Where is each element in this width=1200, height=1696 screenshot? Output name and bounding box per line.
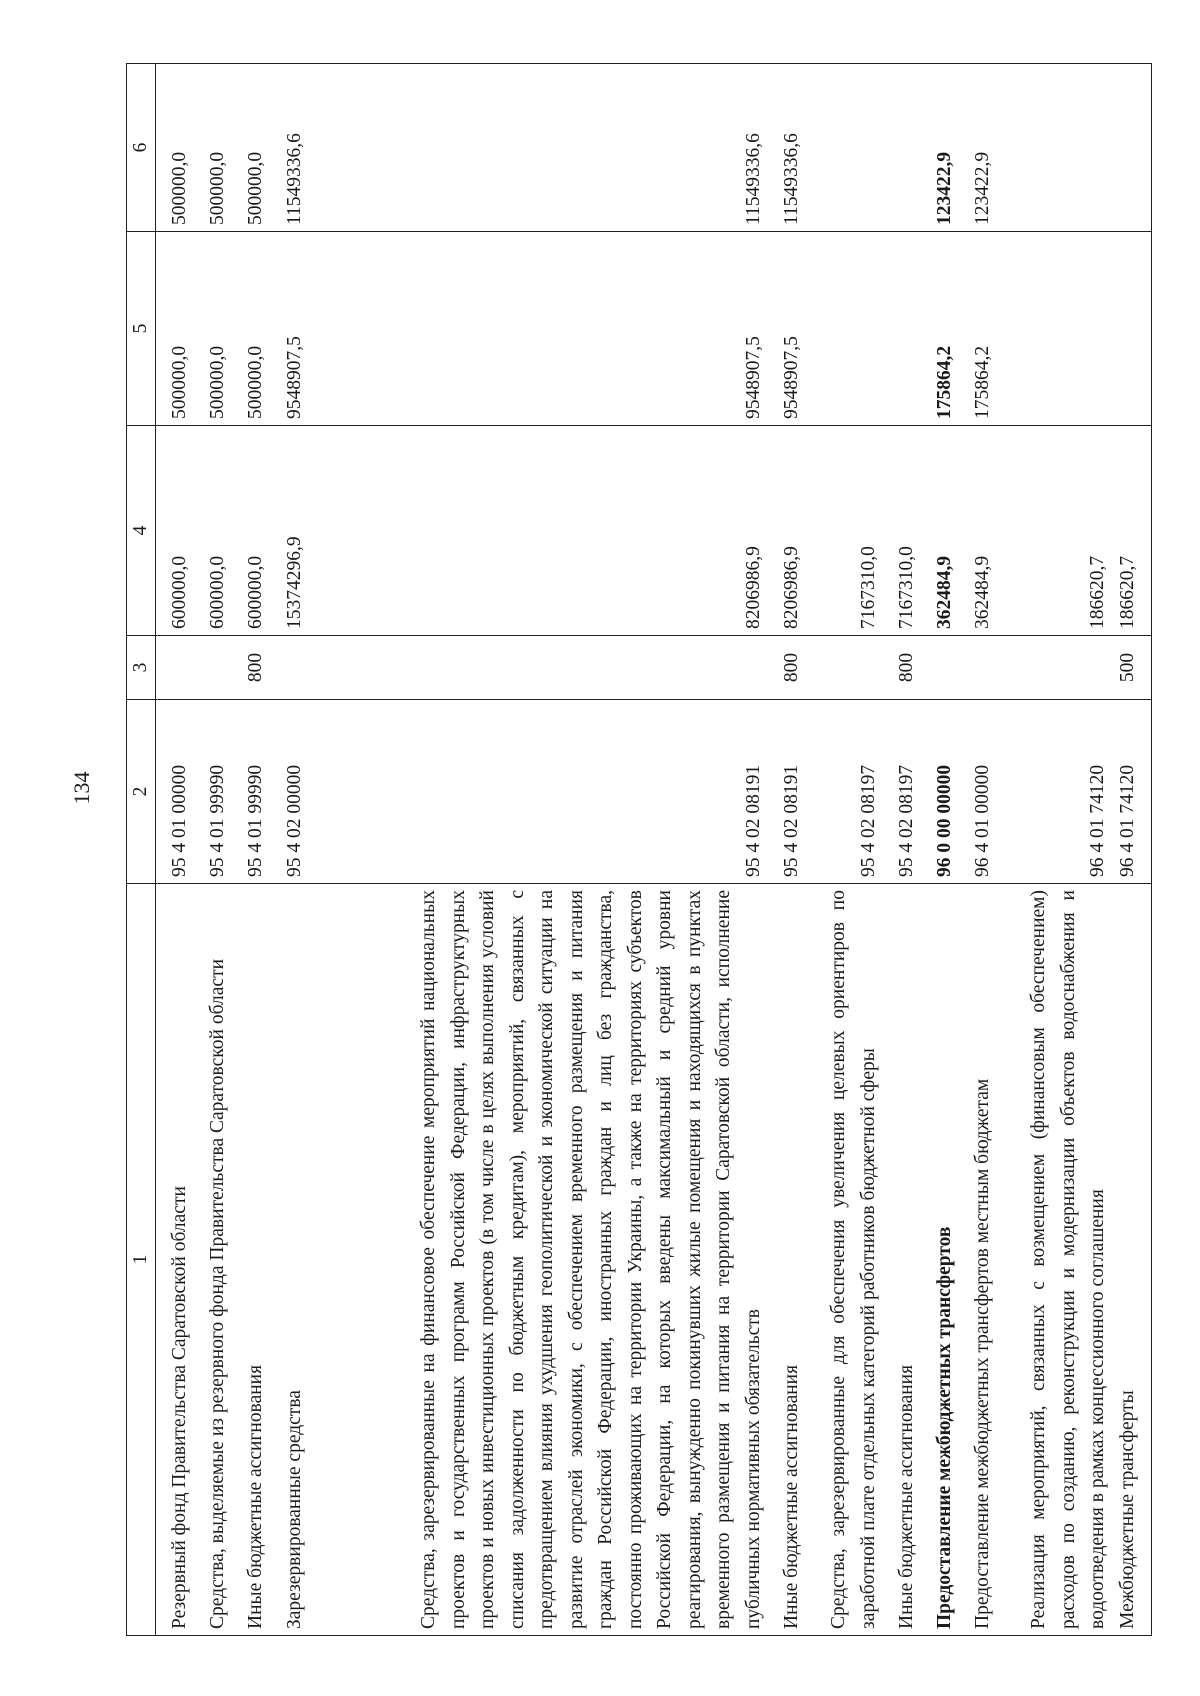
- row-value-cell-5: [883, 232, 921, 426]
- row-code-cell: 96 4 01 74120: [998, 700, 1113, 884]
- table-body: [156, 64, 1152, 1636]
- row-value-cell-6: [883, 64, 921, 232]
- row-value-cell-4: 7167310,0: [807, 426, 884, 636]
- row-type-cell: 800: [233, 636, 271, 700]
- row-value-cell-6: 11549336,6: [309, 64, 768, 232]
- row-name-cell: Реализация мероприятий, связанных с возмещением (финансовым обеспечением) расходов по созданию, реконструкции и модернизации объектов водоснабжения и водоотведения в рамках концессионного соглашения: [998, 884, 1113, 1636]
- table-row: [921, 64, 959, 1636]
- row-type-cell: [960, 636, 998, 700]
- row-code-cell: 95 4 02 08197: [883, 700, 921, 884]
- row-code-cell: 96 4 01 74120: [1113, 700, 1151, 884]
- row-code-cell: 95 4 02 08191: [768, 700, 806, 884]
- row-type-cell: [156, 636, 195, 700]
- row-value-cell-6: 11549336,6: [768, 64, 806, 232]
- row-name-cell: Межбюджетные трансферты: [1113, 884, 1151, 1636]
- row-value-cell-5: 175864,2: [921, 232, 959, 426]
- row-type-cell: 500: [1113, 636, 1151, 700]
- column-header: 4: [127, 426, 156, 636]
- row-type-cell: [271, 636, 309, 700]
- budget-table: [126, 63, 1152, 1636]
- row-name-cell: Иные бюджетные ассигнования: [768, 884, 806, 1636]
- row-value-cell-5: 9548907,5: [271, 232, 309, 426]
- row-value-cell-6: 500000,0: [233, 64, 271, 232]
- row-value-cell-4: 362484,9: [921, 426, 959, 636]
- column-header: 3: [127, 636, 156, 700]
- row-code-cell: 95 4 01 99990: [233, 700, 271, 884]
- row-value-cell-6: [998, 64, 1113, 232]
- row-type-cell: [998, 636, 1113, 700]
- row-value-cell-5: 500000,0: [194, 232, 232, 426]
- table-row: [1113, 64, 1151, 1636]
- row-code-cell: 95 4 02 08191: [309, 700, 768, 884]
- row-code-cell: 95 4 01 99990: [194, 700, 232, 884]
- row-name-cell: Средства, зарезервированные на финансовое обеспечение мероприятий национальных проектов и государственных программ Российской Федерации, инфраструктурных проектов и новых инвестиционных проектов (в том числе в целях выполнения условий списания задолженности по бюджетным кредитам), мероприятий, связанных с предотвращением влияния ухудшения геополитической и экономической ситуации на развитие отраслей экономики, с обеспечением временного размещения и питания граждан Российской Федерации, иностранных граждан и лиц без гражданства, постоянно проживающих на территории Украины, а также на территориях субъектов Российской Федерации, на которых введены максимальный и средний уровни реагирования, вынужденно покинувших жилые помещения и находящихся в пунктах временного размещения и питания на территории Саратовской области, исполнение публичных нормативных обязательств: [309, 884, 768, 1636]
- row-type-cell: 800: [883, 636, 921, 700]
- row-value-cell-5: [1113, 232, 1151, 426]
- row-name-cell: Иные бюджетные ассигнования: [233, 884, 271, 1636]
- row-type-cell: 800: [768, 636, 806, 700]
- row-name-cell: Резервный фонд Правительства Саратовской области: [156, 884, 195, 1636]
- row-code-cell: 95 4 01 00000: [156, 700, 195, 884]
- table-row: [807, 64, 884, 1636]
- row-value-cell-4: 600000,0: [194, 426, 232, 636]
- table-row: [309, 64, 768, 1636]
- row-value-cell-6: 123422,9: [921, 64, 959, 232]
- table-row: [233, 64, 271, 1636]
- table-row: [998, 64, 1113, 1636]
- table-row: [768, 64, 806, 1636]
- row-name-cell: Средства, зарезервированные для обеспечения увеличения целевых ориентиров по заработной плате отдельных категорий работников бюджетной сферы: [807, 884, 884, 1636]
- row-code-cell: 95 4 02 00000: [271, 700, 309, 884]
- row-name-cell: Зарезервированные средства: [271, 884, 309, 1636]
- row-value-cell-6: 500000,0: [156, 64, 195, 232]
- row-name-cell: Предоставление межбюджетных трансфертов: [921, 884, 959, 1636]
- budget-sheet: [126, 64, 1152, 1636]
- row-code-cell: 96 0 00 00000: [921, 700, 959, 884]
- column-header: 1: [127, 884, 156, 1636]
- table-row: [156, 64, 195, 1636]
- table-row: [883, 64, 921, 1636]
- row-value-cell-4: 362484,9: [960, 426, 998, 636]
- row-value-cell-4: 8206986,9: [768, 426, 806, 636]
- row-value-cell-4: 7167310,0: [883, 426, 921, 636]
- row-value-cell-5: [807, 232, 884, 426]
- row-code-cell: 96 4 01 00000: [960, 700, 998, 884]
- table-row: [194, 64, 232, 1636]
- row-value-cell-4: 8206986,9: [309, 426, 768, 636]
- table-row: [271, 64, 309, 1636]
- page-number: 134: [69, 771, 94, 805]
- row-value-cell-6: 123422,9: [960, 64, 998, 232]
- row-name-cell: Средства, выделяемые из резервного фонда Правительства Саратовской области: [194, 884, 232, 1636]
- row-value-cell-4: 15374296,9: [271, 426, 309, 636]
- row-value-cell-4: 186620,7: [1113, 426, 1151, 636]
- column-header: 6: [127, 64, 156, 232]
- row-name-cell: Иные бюджетные ассигнования: [883, 884, 921, 1636]
- table-row: [960, 64, 998, 1636]
- row-name-cell: Предоставление межбюджетных трансфертов местным бюджетам: [960, 884, 998, 1636]
- row-value-cell-5: [998, 232, 1113, 426]
- row-value-cell-5: 500000,0: [156, 232, 195, 426]
- row-type-cell: [921, 636, 959, 700]
- row-value-cell-5: 500000,0: [233, 232, 271, 426]
- row-value-cell-6: [1113, 64, 1151, 232]
- row-value-cell-5: 175864,2: [960, 232, 998, 426]
- row-value-cell-4: 600000,0: [156, 426, 195, 636]
- column-header: 5: [127, 232, 156, 426]
- row-code-cell: 95 4 02 08197: [807, 700, 884, 884]
- row-value-cell-5: 9548907,5: [309, 232, 768, 426]
- row-type-cell: [194, 636, 232, 700]
- row-value-cell-6: 500000,0: [194, 64, 232, 232]
- table-header-row: [127, 64, 156, 1636]
- row-value-cell-5: 9548907,5: [768, 232, 806, 426]
- row-value-cell-6: 11549336,6: [271, 64, 309, 232]
- row-value-cell-4: 600000,0: [233, 426, 271, 636]
- row-type-cell: [807, 636, 884, 700]
- row-value-cell-4: 186620,7: [998, 426, 1113, 636]
- row-type-cell: [309, 636, 768, 700]
- column-header: 2: [127, 700, 156, 884]
- row-value-cell-6: [807, 64, 884, 232]
